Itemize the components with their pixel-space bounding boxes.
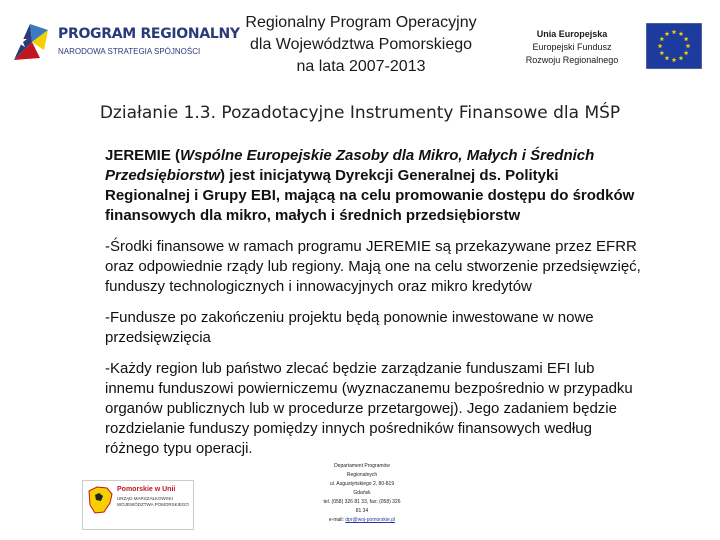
intro-rest: ) jest inicjatywą Dyrekcji Generalnej ds. Polityki Regionalnej i Grupy EBI, mającą na celu promowanie dostępu do środków finansowych dla mikro, małych i średnich przedsiębiorstw bbox=[105, 167, 635, 224]
bullet-paragraph: -Fundusze po zakończeniu projektu będą ponownie inwestowane w nowe przedsięwzięcia bbox=[105, 309, 594, 346]
email-link[interactable]: dpr@woj-pomorskie.pl bbox=[345, 517, 396, 523]
contact-line: Departament Programów bbox=[334, 463, 390, 469]
contact-line: tel. (058) 326 81 33, fax: (058) 326 bbox=[323, 499, 401, 505]
eu-flag-icon bbox=[646, 23, 702, 69]
program-heading-line: na lata 2007-2013 bbox=[296, 58, 426, 75]
logo-title: PROGRAM REGIONALNY bbox=[58, 26, 240, 42]
contact-line: 81 34 bbox=[355, 508, 369, 514]
pomorskie-title: Pomorskie w Unii bbox=[117, 486, 176, 493]
program-heading bbox=[216, 12, 506, 78]
program-regionalny-logo-icon bbox=[10, 20, 52, 64]
page-title: Działanie 1.3. Pozadotacyjne Instrumenty Finansowe dla MŚP bbox=[99, 103, 621, 123]
program-regionalny-logo bbox=[10, 20, 240, 64]
logo-subtitle: NARODOWA STRATEGIA SPÓJNOŚCI bbox=[58, 47, 201, 56]
pomorskie-logo bbox=[82, 480, 194, 530]
pomorskie-map-icon bbox=[87, 485, 113, 515]
contact-line: Gdańsk bbox=[353, 490, 371, 496]
program-heading-line: dla Województwa Pomorskiego bbox=[249, 36, 473, 53]
intro-lead: JEREMIE ( bbox=[105, 147, 181, 164]
intro-paragraph bbox=[105, 146, 645, 226]
email-label: e-mail: bbox=[328, 517, 346, 523]
contact-info bbox=[300, 462, 424, 525]
eu-caption-line: Europejski Fundusz bbox=[532, 42, 612, 52]
content-body bbox=[105, 146, 645, 470]
program-heading-line: Regionalny Program Operacyjny bbox=[245, 14, 477, 31]
contact-line: Regionalnych bbox=[346, 472, 378, 478]
bullet-paragraph: -Środki finansowe w ramach programu JEREMIE są przekazywane przez EFRR oraz odpowiednie rządy lub regiony. Mają one na celu stworzenie przedsięwzięć, funduszy technologicznych i innowacyjnych oraz mikro kredytów bbox=[105, 238, 641, 295]
eu-caption bbox=[518, 28, 626, 67]
contact-email-line bbox=[300, 516, 424, 525]
bullet-paragraph: -Każdy region lub państwo zlecać będzie zarządzanie funduszami EFI lub innemu funduszowi powierniczemu (wyznaczanemu bezpośrednio w przypadku organów publicznych lub w procedurze przetargowej). Jego zadaniem będzie rozdzielanie funduszy pomiędzy innych pośredników finansowych według różnego typu operacji. bbox=[105, 360, 633, 457]
eu-caption-line: Rozwoju Regionalnego bbox=[525, 55, 619, 65]
contact-line: ul. Augustyńskiego 2, 80-819 bbox=[329, 481, 395, 487]
eu-title: Unia Europejska bbox=[536, 29, 608, 39]
intro-italic: Wspólne Europejskie Zasoby dla Mikro, Małych i Średnich Przedsiębiorstw bbox=[105, 147, 595, 184]
pomorskie-subtitle: URZĄD MARSZAŁKOWSKI WOJEWÓDZTWA POMORSKIEGO bbox=[117, 496, 189, 507]
